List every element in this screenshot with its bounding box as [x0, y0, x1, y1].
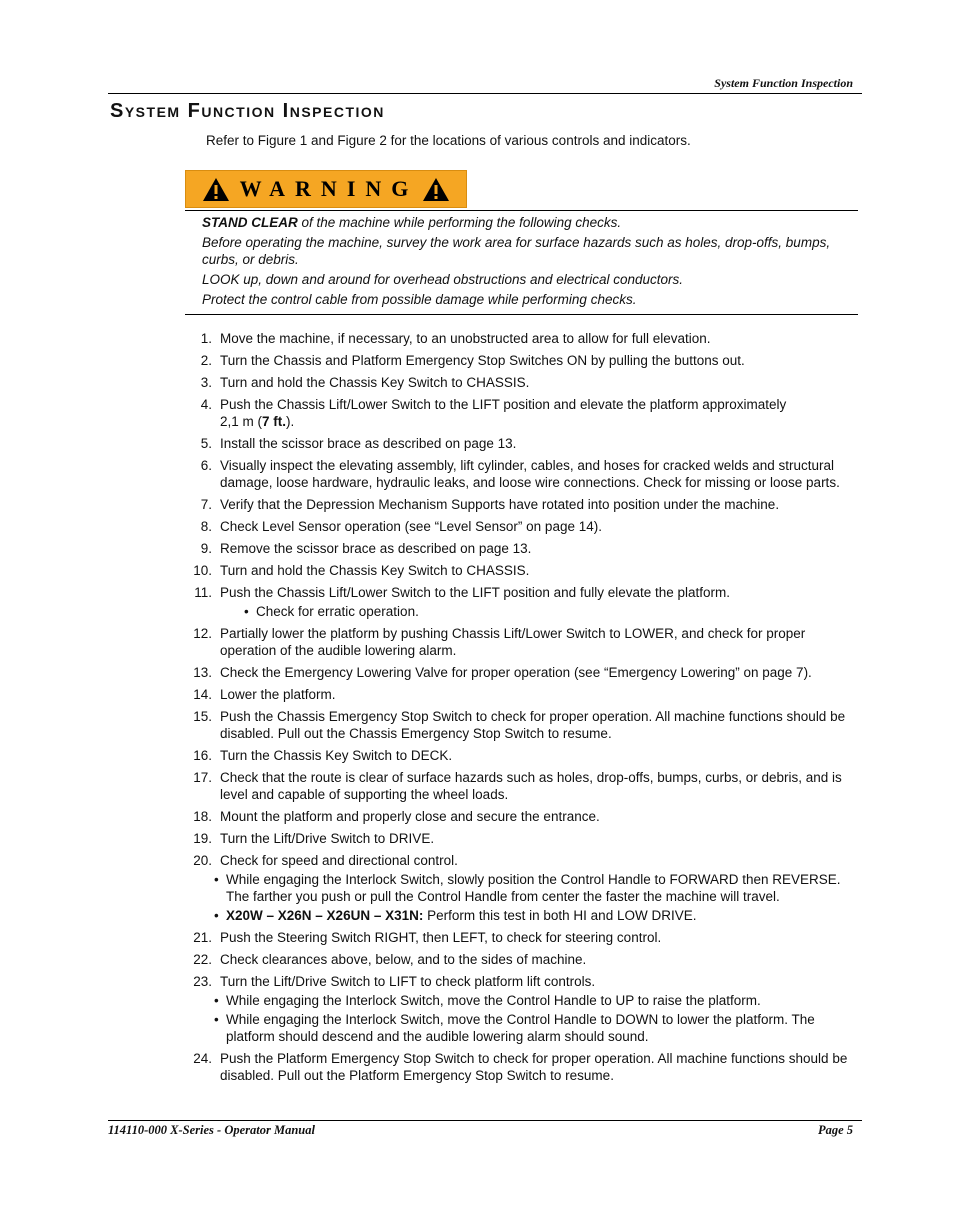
list-item [190, 852, 860, 924]
step-number: 12. [193, 626, 212, 641]
bullet-icon: • [214, 1012, 219, 1027]
step-body [212, 808, 860, 825]
bullet-body [226, 871, 860, 905]
step-number: 8. [200, 519, 212, 534]
page-title: System Function Inspection [110, 100, 385, 122]
warning-line [202, 214, 858, 231]
warning-top-rule [185, 210, 858, 211]
bullet-item [244, 603, 860, 620]
step-text: Push the Chassis Lift/Lower Switch to the LIFT position and elevate the platform approximately [220, 397, 787, 412]
step-body [212, 625, 860, 659]
step-text: Push the Chassis Lift/Lower Switch to the LIFT position and fully elevate the platform. [220, 585, 731, 600]
step-body [212, 830, 860, 847]
step-body [212, 973, 860, 1045]
list-item [190, 518, 860, 535]
step-body [212, 352, 860, 369]
step-number: 24. [193, 1051, 212, 1066]
list-item [190, 562, 860, 579]
step-body [212, 951, 860, 968]
step-text: Mount the platform and properly close and secure the entrance. [220, 809, 600, 824]
step-body [212, 769, 860, 803]
bullet-item [214, 1011, 860, 1045]
step-text: Check the Emergency Lowering Valve for proper operation (see “Emergency Lowering” on page 7). [220, 665, 812, 680]
step-number: 14. [193, 687, 212, 702]
running-head: System Function Inspection [714, 76, 853, 90]
intro-text: Refer to Figure 1 and Figure 2 for the locations of various controls and indicators. [206, 133, 691, 148]
step-text: Lower the platform. [220, 687, 336, 702]
header-rule [108, 93, 862, 94]
step-body [212, 929, 860, 946]
step-number: 20. [193, 853, 212, 868]
step-body [212, 664, 860, 681]
list-item [190, 973, 860, 1045]
step-number: 11. [194, 585, 212, 600]
bullet-icon: • [214, 872, 219, 887]
bullet-text: While engaging the Interlock Switch, move the Control Handle to UP to raise the platform. [226, 993, 761, 1008]
step-number: 2. [200, 353, 212, 368]
step-number: 9. [200, 541, 212, 556]
bullet-body [226, 1011, 860, 1045]
step-number: 3. [200, 375, 212, 390]
bullet-body [226, 907, 696, 924]
list-item [190, 1050, 860, 1084]
list-item [190, 374, 860, 391]
step-body [212, 584, 860, 620]
step-number: 5. [200, 436, 212, 451]
step-text: Turn the Chassis Key Switch to DECK. [220, 748, 453, 763]
step-number: 10. [193, 563, 212, 578]
warning-body [202, 214, 858, 311]
inspection-steps [190, 330, 860, 1089]
step-body [212, 396, 860, 430]
bullet-body [226, 992, 761, 1009]
step-number: 21. [193, 930, 212, 945]
step-body [212, 435, 860, 452]
footer-rule [108, 1120, 862, 1121]
step-text: Push the Steering Switch RIGHT, then LEFT, to check for steering control. [220, 930, 662, 945]
step-text: Check for speed and directional control. [220, 853, 458, 868]
step-text: Install the scissor brace as described on page 13. [220, 436, 517, 451]
warning-text: Before operating the machine, survey the work area for surface hazards such as holes, drop-offs, bumps, curbs, or debris. [202, 235, 831, 267]
bullet-icon: • [214, 993, 219, 1008]
warning-bottom-rule [185, 314, 858, 315]
step-text: 2,1 m ( [220, 414, 263, 429]
bullet-icon: • [214, 908, 219, 923]
list-item [190, 747, 860, 764]
step-number: 17. [193, 770, 212, 785]
list-item [190, 951, 860, 968]
bullet-text: While engaging the Interlock Switch, slowly position the Control Handle to FORWARD then REVERSE. The farther you push or pull the Control Handle from center the faster the machine will travel. [226, 872, 841, 904]
step-text: Check that the route is clear of surface hazards such as holes, drop-offs, bumps, curbs, or debris, and is level and capable of supporting the wheel loads. [220, 770, 842, 802]
bullet-text: Perform this test in both HI and LOW DRIVE. [423, 908, 697, 923]
step-body [212, 747, 860, 764]
step-text: Verify that the Depression Mechanism Supports have rotated into position under the machine. [220, 497, 780, 512]
step-text: Visually inspect the elevating assembly, lift cylinder, cables, and hoses for cracked welds and structural damage, loose hardware, hydraulic leaks, and loose wire connections. Check for missing or loose parts. [220, 458, 840, 490]
warning-banner [185, 170, 467, 208]
bullet-item [214, 907, 860, 924]
step-text: Push the Platform Emergency Stop Switch to check for proper operation. All machine functions should be disabled. Pull out the Platform Emergency Stop Switch to resume. [220, 1051, 848, 1083]
list-item [190, 584, 860, 620]
list-item [190, 352, 860, 369]
step-text: Remove the scissor brace as described on page 13. [220, 541, 532, 556]
warning-text: of the machine while performing the following checks. [297, 215, 622, 230]
step-text: Turn and hold the Chassis Key Switch to CHASSIS. [220, 375, 530, 390]
step-number: 15. [193, 709, 212, 724]
step-text: Check clearances above, below, and to the sides of machine. [220, 952, 587, 967]
step-body [212, 330, 860, 347]
list-item [190, 396, 860, 430]
step-number: 18. [193, 809, 212, 824]
step-number: 13. [193, 665, 212, 680]
bullet-body [256, 603, 419, 620]
step-body [212, 496, 860, 513]
bullet-item [214, 871, 860, 905]
step-number: 22. [193, 952, 212, 967]
step-number: 1. [200, 331, 212, 346]
footer-manual-title: 114110-000 X-Series - Operator Manual [108, 1123, 315, 1137]
list-item [190, 769, 860, 803]
warning-emphasis: STAND CLEAR [202, 215, 298, 230]
step-body [212, 708, 860, 742]
step-text: Turn the Lift/Drive Switch to DRIVE. [220, 831, 435, 846]
step-text: Partially lower the platform by pushing Chassis Lift/Lower Switch to LOWER, and check for proper operation of the audible lowering alarm. [220, 626, 806, 658]
list-item [190, 457, 860, 491]
list-item [190, 540, 860, 557]
bullet-emphasis: X20W – X26N – X26UN – X31N: [226, 908, 424, 923]
step-number: 16. [193, 748, 212, 763]
warning-label: WARNING [239, 176, 419, 201]
list-item [190, 808, 860, 825]
list-item [190, 435, 860, 452]
list-item [190, 929, 860, 946]
step-body [212, 562, 860, 579]
step-text: Move the machine, if necessary, to an unobstructed area to allow for full elevation. [220, 331, 711, 346]
step-number: 19. [193, 831, 212, 846]
list-item [190, 330, 860, 347]
list-item [190, 625, 860, 659]
list-item [190, 686, 860, 703]
step-emphasis: 7 ft. [262, 414, 287, 429]
warning-line [202, 271, 858, 288]
list-item [190, 830, 860, 847]
list-item [190, 496, 860, 513]
footer-page-number: Page 5 [817, 1123, 853, 1137]
step-body [212, 852, 860, 924]
warning-text: LOOK up, down and around for overhead obstructions and electrical conductors. [202, 272, 684, 287]
step-text: Turn the Chassis and Platform Emergency Stop Switches ON by pulling the buttons out. [220, 353, 745, 368]
warning-triangle-icon [202, 177, 230, 202]
list-item [190, 664, 860, 681]
step-body [212, 457, 860, 491]
bullet-text: Check for erratic operation. [256, 604, 419, 619]
step-text: Push the Chassis Emergency Stop Switch to check for proper operation. All machine functions should be disabled. Pull out the Chassis Emergency Stop Switch to resume. [220, 709, 846, 741]
step-body [212, 518, 860, 535]
step-number: 7. [200, 497, 212, 512]
step-number: 4. [200, 397, 212, 412]
warning-text: Protect the control cable from possible damage while performing checks. [202, 292, 637, 307]
step-body [212, 540, 860, 557]
step-number: 6. [200, 458, 212, 473]
bullet-icon: • [244, 604, 249, 619]
step-text: Turn and hold the Chassis Key Switch to CHASSIS. [220, 563, 530, 578]
step-text: Turn the Lift/Drive Switch to LIFT to check platform lift controls. [220, 974, 596, 989]
step-body [212, 374, 860, 391]
bullet-item [214, 992, 860, 1009]
step-text: Check Level Sensor operation (see “Level Sensor” on page 14). [220, 519, 602, 534]
bullet-text: While engaging the Interlock Switch, move the Control Handle to DOWN to lower the platform. The platform should descend and the audible lowering alarm should sound. [226, 1012, 815, 1044]
warning-line [202, 291, 858, 308]
warning-line [202, 234, 858, 268]
step-number: 23. [193, 974, 212, 989]
list-item [190, 708, 860, 742]
step-body [212, 1050, 860, 1084]
warning-triangle-icon [422, 177, 450, 202]
step-body [212, 686, 860, 703]
step-text: ). [286, 414, 295, 429]
